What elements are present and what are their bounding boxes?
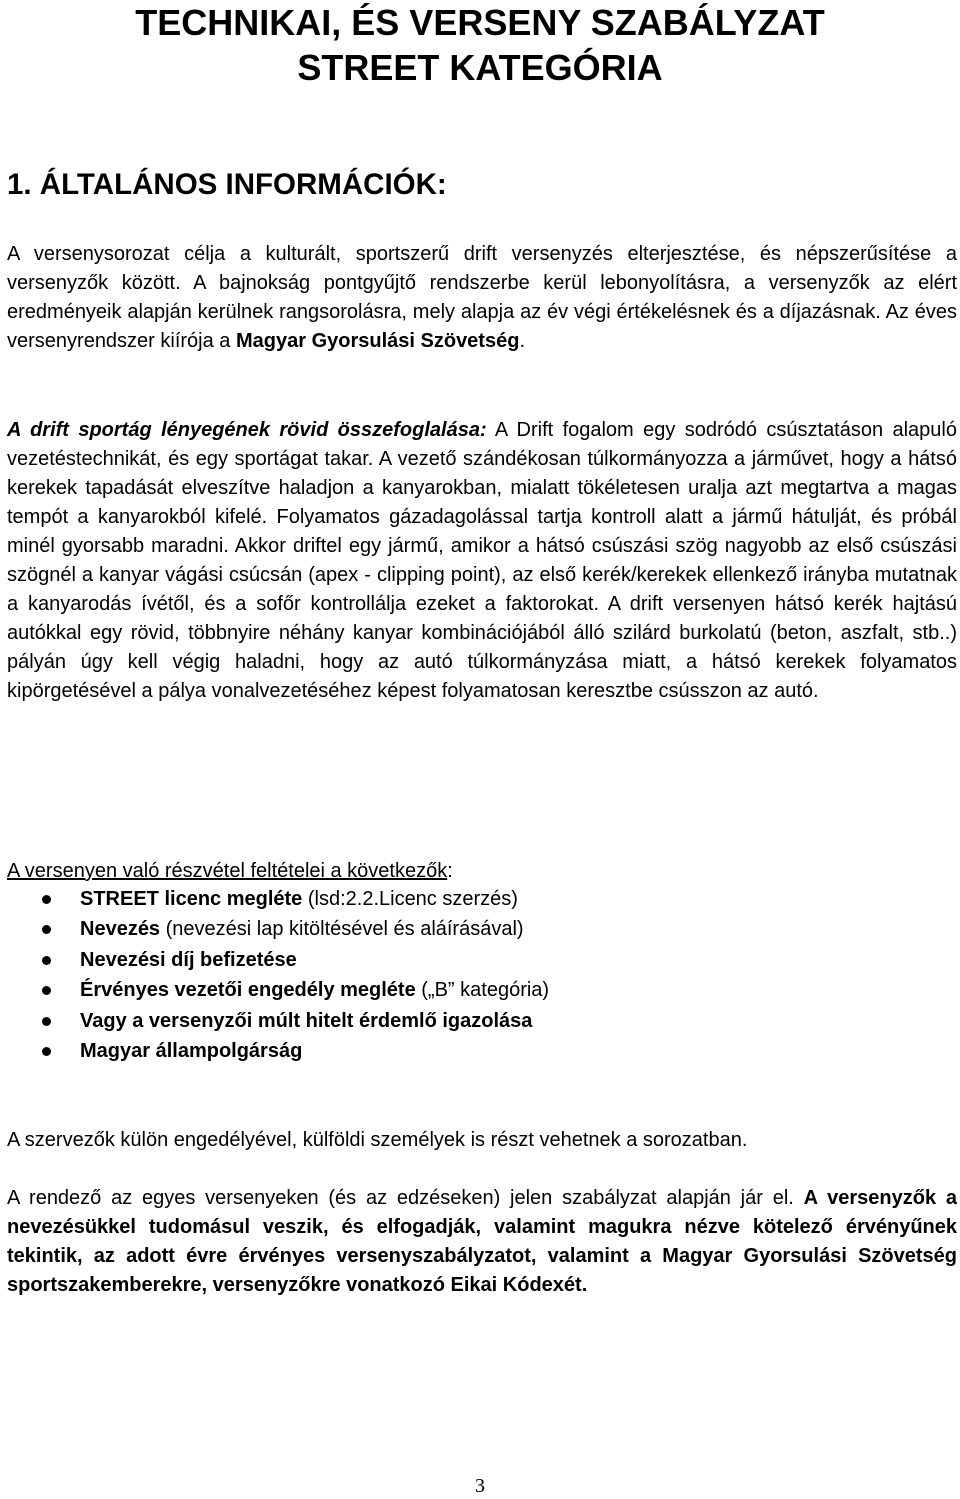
bullet-icon (42, 1017, 51, 1026)
bullet-icon (42, 956, 51, 965)
page-number: 3 (475, 1475, 485, 1497)
requirement-rest: (nevezési lap kitöltésével és aláírásával) (160, 918, 524, 941)
organizer-rules-bold: A versenyzők a nevezésükkel tudomásul veszik, és elfogadják, valamint magukra nézve kötelező érvényűnek tekintik, az adott évre érvényes versenyszabályzatot, valamint a Magyar Gyorsulási Szövetség sportszakemberekre, versenyzőkre vonatkozó Eikai Kódexét. (7, 1187, 957, 1296)
requirement-item (0, 914, 960, 944)
section-heading-general-info: 1. ÁLTALÁNOS INFORMÁCIÓK: (7, 168, 447, 201)
requirement-item (0, 975, 960, 1005)
document-title-line-1: TECHNIKAI, ÉS VERSENY SZABÁLYZAT (135, 2, 825, 43)
requirement-rest: („B” kategória) (415, 979, 550, 1002)
requirement-bold: Vagy a versenyzői múlt hitelt érdemlő igazolása (80, 1009, 533, 1032)
requirement-item (0, 945, 960, 975)
drift-summary-text: A Drift fogalom egy sodródó csúsztatáson alapuló vezetéstechnikát, és egy sportágat takar. A vezető szándékosan túlkormányozza a járművet, hogy a hátsó kerekek tapadását elveszítve haladjon a kanyarokban, mialatt tökéletesen uralja azt megtartva a magas tempót a kanyarokból kifelé. Folyamatos gázadagolással tartja kontroll alatt a jármű hátulját, és próbál minél gyorsabb maradni. Akkor driftel egy jármű, amikor a hátsó csúszási szög nagyobb az első csúszási szögnél a kanyar vágási csúcsán (apex - clipping point), az első kerék/kerekek ellenkező irányba mutatnak a kanyarodás ívétől, és a sofőr kontrollálja ezeket a faktorokat. A drift versenyen hátsó kerék hajtású autókkal egy rövid, többnyire néhány kanyar kombinációjából álló szilárd burkolatú (beton, aszfalt, stb..) pályán úgy kell végig haladni, hogy az autó túlkormányzása miatt, a hátsó kerekek folyamatos kipörgetésével a pálya vonalvezetéséhez képest folyamatosan keresztbe csússzon az autó. (7, 419, 957, 702)
paragraph-series-goal-text: A versenysorozat célja a kulturált, sportszerű drift versenyzés elterjesztése, és népszerűsítése a versenyzők között. A bajnokság pontgyűjtő rendszerbe kerül lebonyolításra, a versenyzők az elért eredményeik alapján kerülnek rangsorolásra, mely alapja az év végi értékelésnek és a díjazásnak. Az éves versenyrendszer kiírója a (7, 243, 957, 352)
paragraph-organizer-rules (7, 1184, 957, 1300)
paragraph-series-goal-end: . (519, 330, 525, 352)
requirement-item (0, 1006, 960, 1036)
participation-conditions-colon: : (447, 860, 453, 882)
document-title-line-2: STREET KATEGÓRIA (297, 47, 663, 88)
drift-summary-lead: A drift sportág lényegének rövid összefoglalása: (7, 419, 487, 441)
paragraph-drift-summary (7, 416, 957, 706)
paragraph-foreign-participants: A szervezők külön engedélyével, külföldi személyek is részt vehetnek a sorozatban. (7, 1129, 748, 1151)
requirement-bold: Nevezés (80, 918, 161, 941)
bullet-icon (42, 986, 51, 995)
participation-conditions-intro-text: A versenyen való részvétel feltételei a következők (7, 860, 448, 882)
organizer-rules-text: A rendező az egyes versenyeken (és az edzéseken) jelen szabályzat alapján jár el. (7, 1187, 804, 1209)
requirement-bold: Magyar állampolgárság (80, 1039, 303, 1062)
bullet-icon (42, 895, 51, 904)
requirement-bold: STREET licenc megléte (80, 888, 303, 910)
requirement-item (0, 1036, 960, 1066)
requirement-item (0, 884, 960, 914)
requirements-list (0, 884, 960, 1066)
paragraph-series-goal (7, 240, 957, 356)
federation-name: Magyar Gyorsulási Szövetség (235, 330, 520, 352)
requirement-bold: Érvényes vezetői engedély megléte (80, 979, 416, 1002)
requirement-bold: Nevezési díj befizetése (80, 948, 297, 971)
participation-conditions-intro (7, 857, 957, 886)
bullet-icon (42, 925, 51, 934)
requirement-rest: (lsd:2.2.Licenc szerzés) (302, 888, 518, 910)
bullet-icon (42, 1047, 51, 1056)
